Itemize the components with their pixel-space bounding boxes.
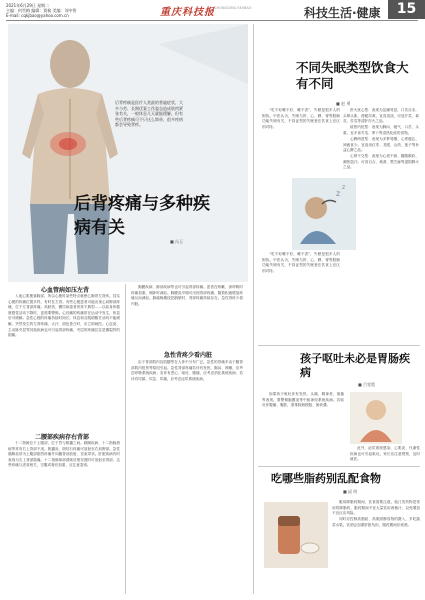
article3-byline: ■ 邱 明	[343, 489, 358, 494]
feature-subhead-1: 心血管病如压左背	[40, 287, 89, 294]
article3-paragraph: 服用降脂药期间，饮食需要注意。他汀类药物是常用的降脂药，服药期间不宜大量饮用西柚汁，以免增加不良反应风险。	[332, 500, 420, 516]
article3-title: 吃哪些脂药别乱配食物	[271, 472, 381, 485]
svg-text:z: z	[336, 189, 341, 198]
feature-paragraph: 胸膜疾病、肺部疾病等也可引起背部疼痛。患者在咳嗽、深呼吸时疼痛加重，侧卧时减轻。胸膜炎早期可出现背部疼痛，随着积液增加疼痛反而减轻。肺癌晚期侵犯胸壁时，背部疼痛持续存在。急性背疼少看内脏。	[131, 285, 243, 306]
feature-column-2	[8, 441, 120, 591]
feature-paragraph: 十二指肠位于上腹部，位于胃与胆囊之间。胰腺疾病、十二指肠溃疡等常有右上背部不适。胆囊炎、胆结石疼痛可放射至右肩胛部。急性胰腺炎常为上腹部剧烈疼痛并向腰背部放射，呈束带状。肝脏疾病有时表现为右上背部隐痛。十二指肠球部溃疡后壁穿透时可放射至背部。这些疼痛与进食相关，空腹或餐后加重，应注意鉴别。	[8, 441, 120, 468]
feature-column-3	[131, 285, 243, 347]
article3-column-1	[332, 500, 420, 594]
editor-line: 主编：何雪梅 编辑：贾桢 美编：刘中智	[6, 8, 77, 14]
article2-title: 孩子呕吐未必是胃肠疾病	[300, 352, 410, 379]
feature-paragraph: 入夜心肌梗塞胸部，所以心梗时某些特点就使心胸背左背疼。其实心梗的疼痛位置多样，有时在左背。有些心梗患者可能出现心肩胛部疼痛，位于左背部疼痛。高龄者、糖尿病患者常常不典型……以前身体健康感觉活动下降时，更需要警惕。心绞痛的疼痛常在运动中发生，休息后可缓解。急性心梗的疼痛持续时间长，休息和含服硝酸甘油均不能缓解。突然发生的左背疼痛、大汗、面色苍白时，应立即就医。心包炎、主动脉夹层等其他疾病也可引起背部疼痛，夹层的疼痛往往是撕裂样的剧痛。	[8, 294, 120, 338]
feature-caption: 后背疼痛是医疗人类最的普遍症状，大多与劳、长期伏案工作姿态造成肌肉紧张有关，一般休息几天就能缓解。但有些后背疼痛可不只这么简单，很多疾病都会导致背疼。	[115, 100, 183, 127]
feature-paragraph: 由于背部肌肉及肌腱等在人体中分布广泛，急性的背痛多由于腰背部肌肉扭伤等原因引起。急性背部疼痛若伴有发热、胸闷、咳嗽，应考虑呼吸系统疾病；若伴有恶心、呕吐、腹痛，应考虑消化系统疾病；若伴有尿频、尿急、尿痛，应考虑泌尿系统疾病。	[131, 360, 243, 381]
article1-title: 不同失眠类型饮食大有不同	[296, 60, 409, 91]
feature-byline: ■ 冯玉	[170, 239, 184, 244]
section-divider	[258, 466, 420, 467]
svg-text:z: z	[342, 184, 346, 191]
email-line: E-mail: cqkjbao@yahoo.com.cn	[6, 13, 69, 19]
column-divider	[125, 284, 126, 594]
back-pain-illustration	[8, 24, 248, 282]
column-divider	[253, 24, 254, 594]
feature-subhead-2: 二腰部疾病存右背部	[34, 434, 89, 441]
date-line: 2021年6月29日 星期二	[6, 3, 50, 8]
article1-paragraph: “吃不好睡不好，睡不香”，失眠是很多人的困扰。中医认为，失眠与肝、心、脾、肾等脏腑功能失调有关，不同证型的失眠者在饮食上应区别对待。	[262, 108, 340, 129]
article1-paragraph: 肝火扰心型：表现为急躁易怒，口苦目赤，头晕头胀，便秘尿黄。宜食清淡，可选芹菜、菊花、苦瓜等清肝泻火之品。	[343, 108, 419, 124]
section-divider	[258, 345, 420, 346]
feature-column-4	[131, 360, 243, 592]
page-number: 15	[388, 0, 425, 19]
newspaper-logo: 重庆科技报	[160, 7, 215, 18]
feature-title: 后背疼痛与多种疾病有关	[74, 194, 210, 238]
article1-paragraph: “吃不好睡不好，睡不香”，失眠是很多人的困扰。中医认为，失眠与肝、心、脾、肾等脏腑功能失调有关，不同证型的失眠者在饮食上应区别对待。	[262, 252, 340, 273]
feature-subhead-3: 急性背疼少看内脏	[163, 352, 212, 359]
article2-column-1	[262, 392, 344, 466]
article2-byline: ■ 吕雯霞	[358, 382, 376, 387]
article1-column-2	[343, 108, 419, 348]
article1-paragraph: 心肾不交型：表现为心烦不寐、腰膝酸软、潮热盗汗。可食百合、桑葚、黑芝麻等滋阴降火之品。	[343, 154, 419, 170]
back-pain-figure-icon	[8, 24, 248, 282]
header-meta	[6, 3, 126, 19]
article2-column-2	[350, 446, 420, 466]
article2-paragraph: 此外，泌尿系统感染、心肌炎、代谢性疾病也可引起呕吐。家长应注意观察，及时就医。	[350, 446, 420, 462]
child-icon	[350, 392, 402, 444]
article1-paragraph: 心脾两虚型：表现为多梦易醒、心悸健忘、神疲食少。宜选用红枣、龙眼、山药、莲子等补益心脾之品。	[343, 136, 419, 153]
article1-paragraph: 痰热内扰型：表现为胸闷、嗳气、口苦、头重。宜多食冬瓜、萝卜等清热化痰的食物。	[343, 125, 419, 135]
feature-column-1	[8, 294, 120, 428]
section-title: 科技生活·健康	[304, 6, 381, 20]
article1-column-3	[262, 252, 340, 348]
article3-paragraph: 同时应控制高脂肪、高胆固醇食物的摄入，多吃蔬菜水果。饮酒会加重肝脏负担，服药期间应戒酒。	[332, 517, 420, 527]
child-illustration	[350, 392, 402, 444]
article1-byline: ■ 赵 勇	[336, 101, 351, 106]
medicine-illustration	[264, 502, 328, 568]
medicine-icon	[264, 502, 328, 568]
header-divider	[6, 20, 418, 21]
article2-paragraph: 如果孩子呕吐伴有发热、头痛、精神差、抽搐等表现，要警惕脑膜炎等中枢神经系统疾病。若呕吐伴腹痛、腹胀，需排除肠梗阻、肠套叠。	[262, 392, 344, 408]
newspaper-logo-en: CHONGQING KEJIBAO	[214, 6, 252, 10]
